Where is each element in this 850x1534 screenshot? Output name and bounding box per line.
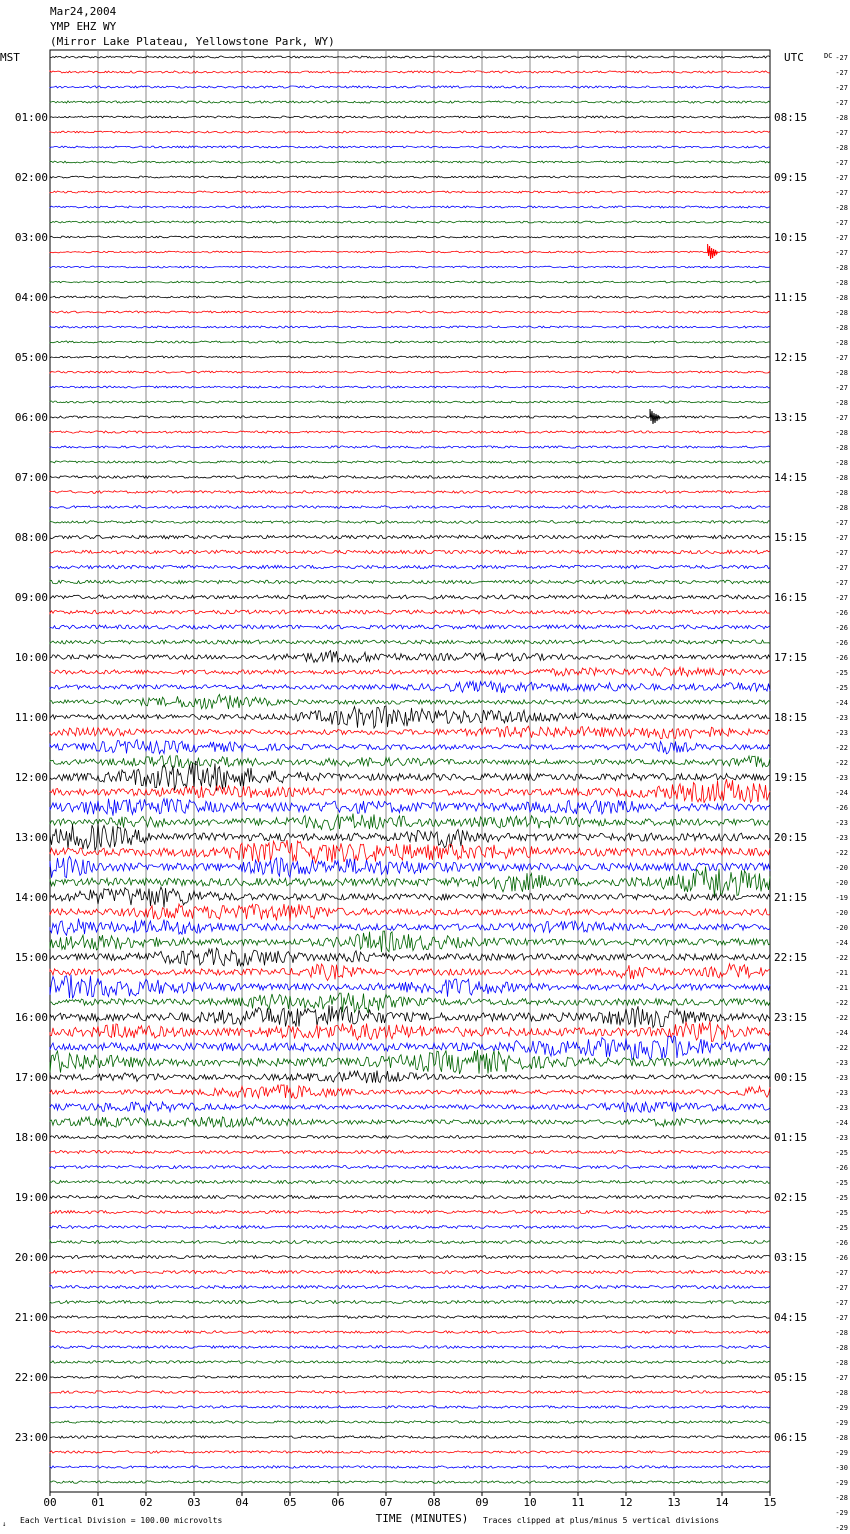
dc-offset-value: -27 <box>835 534 848 542</box>
seismic-trace <box>50 814 770 831</box>
seismic-trace <box>50 1136 770 1139</box>
dc-offset-value: -23 <box>835 819 848 827</box>
seismic-trace <box>50 476 770 479</box>
seismic-trace <box>50 131 770 133</box>
dc-offset-value: -28 <box>835 309 848 317</box>
dc-offset-value: -27 <box>835 579 848 587</box>
mst-hour-label: 22:00 <box>14 1371 48 1384</box>
seismic-trace <box>50 1421 770 1423</box>
seismic-trace <box>50 840 770 863</box>
dc-offset-value: -29 <box>835 1509 848 1517</box>
seismic-trace <box>50 1301 770 1304</box>
mst-hour-label: 18:00 <box>14 1131 48 1144</box>
utc-hour-label: 04:15 <box>774 1311 808 1324</box>
dc-offset-value: -25 <box>835 684 848 692</box>
seismic-trace <box>50 948 770 966</box>
dc-offset-value: -27 <box>835 234 848 242</box>
utc-hour-label: 19:15 <box>774 771 808 784</box>
corner-mark: ↓ <box>2 1520 7 1528</box>
dc-offset-value: -30 <box>835 1464 848 1472</box>
dc-offset-value: -29 <box>835 1449 848 1457</box>
utc-hour-label: 08:15 <box>774 111 808 124</box>
utc-hour-label: 00:15 <box>774 1071 808 1084</box>
seismic-trace <box>50 416 770 418</box>
seismic-trace <box>50 1481 770 1483</box>
dc-offset-value: -24 <box>835 1029 848 1037</box>
seismic-trace <box>50 236 770 238</box>
seismic-trace <box>50 993 770 1013</box>
seismic-trace <box>50 491 770 494</box>
seismic-trace <box>50 1071 770 1084</box>
dc-offset-value: -29 <box>835 1404 848 1412</box>
dc-offset-value: -27 <box>835 99 848 107</box>
utc-hour-label: 21:15 <box>774 891 808 904</box>
dc-offset-value: -28 <box>835 1359 848 1367</box>
dc-offset-value: -28 <box>835 1494 848 1502</box>
dc-offset-value: -25 <box>835 1209 848 1217</box>
dc-offset-value: -23 <box>835 1089 848 1097</box>
seismic-trace <box>50 371 770 373</box>
station-location: (Mirror Lake Plateau, Yellowstone Park, WY) <box>50 35 335 48</box>
dc-offset-value: -23 <box>835 1074 848 1082</box>
seismic-trace <box>50 326 770 328</box>
utc-hour-label: 14:15 <box>774 471 808 484</box>
seismic-trace <box>50 1316 770 1319</box>
seismic-trace <box>50 1271 770 1274</box>
dc-offset-value: -23 <box>835 714 848 722</box>
seismic-trace <box>50 176 770 178</box>
seismic-trace <box>50 919 770 936</box>
seismic-trace <box>50 651 770 663</box>
mst-hour-label: 19:00 <box>14 1191 48 1204</box>
dc-offset-value: -27 <box>835 594 848 602</box>
seismic-trace <box>50 341 770 343</box>
seismic-trace <box>50 386 770 388</box>
seismic-trace <box>50 726 770 739</box>
mst-hour-label: 20:00 <box>14 1251 48 1264</box>
dc-offset-value: -23 <box>835 834 848 842</box>
dc-offset-value: -28 <box>835 324 848 332</box>
seismic-trace <box>50 251 770 253</box>
x-tick-label: 11 <box>571 1496 585 1509</box>
station-name: YMP EHZ WY <box>50 20 117 33</box>
dc-offset-value: -28 <box>835 369 848 377</box>
mst-hour-label: 05:00 <box>14 351 48 364</box>
dc-offset-value: -26 <box>835 609 848 617</box>
dc-offset-value: -27 <box>835 414 848 422</box>
seismic-trace <box>50 1451 770 1453</box>
dc-offset-value: -29 <box>835 1479 848 1487</box>
seismic-trace <box>50 1166 770 1169</box>
seismic-trace <box>50 887 770 908</box>
utc-hour-label: 22:15 <box>774 951 808 964</box>
seismic-trace <box>50 610 770 614</box>
dc-offset-value: -28 <box>835 429 848 437</box>
dc-offset-value: -29 <box>835 1419 848 1427</box>
utc-hour-label: 17:15 <box>774 651 808 664</box>
utc-hour-label: 09:15 <box>774 171 808 184</box>
dc-offset-value: -22 <box>835 999 848 1007</box>
dc-offset-value: -27 <box>835 84 848 92</box>
dc-offset-value: -27 <box>835 1269 848 1277</box>
x-tick-label: 13 <box>667 1496 681 1509</box>
clip-footer: Traces clipped at plus/minus 5 vertical divisions <box>483 1516 720 1525</box>
mst-hour-label: 12:00 <box>14 771 48 784</box>
mst-hour-label: 11:00 <box>14 711 48 724</box>
mst-hour-label: 02:00 <box>14 171 48 184</box>
seismic-trace <box>50 1406 770 1408</box>
seismic-trace <box>50 625 770 629</box>
dc-offset-value: -28 <box>835 1344 848 1352</box>
scale-footer: Each Vertical Division = 100.00 microvolts <box>20 1516 223 1525</box>
dc-offset-value: -26 <box>835 624 848 632</box>
dc-offset-value: -24 <box>835 789 848 797</box>
utc-hour-label: 03:15 <box>774 1251 808 1264</box>
dc-offset-value: -20 <box>835 909 848 917</box>
dc-offset-value: -28 <box>835 444 848 452</box>
dc-offset-value: -20 <box>835 924 848 932</box>
dc-offset-value: -22 <box>835 744 848 752</box>
dc-offset-value: -28 <box>835 474 848 482</box>
mst-hour-label: 01:00 <box>14 111 48 124</box>
dc-offset-value: -25 <box>835 1179 848 1187</box>
seismic-trace <box>50 640 770 644</box>
mst-hour-label: 15:00 <box>14 951 48 964</box>
dc-offset-value: -22 <box>835 1044 848 1052</box>
dc-offset-value: -24 <box>835 1119 848 1127</box>
dc-offset-value: -28 <box>835 1389 848 1397</box>
seismic-trace <box>50 1117 770 1127</box>
seismic-trace <box>50 221 770 223</box>
dc-offset-value: -27 <box>835 159 848 167</box>
dc-offset-value: -23 <box>835 1059 848 1067</box>
dc-offset-value: -24 <box>835 939 848 947</box>
dc-offset-value: -27 <box>835 564 848 572</box>
seismic-trace <box>50 667 770 676</box>
utc-hour-label: 05:15 <box>774 1371 808 1384</box>
utc-hour-label: 20:15 <box>774 831 808 844</box>
x-tick-label: 00 <box>43 1496 57 1509</box>
mst-hour-label: 17:00 <box>14 1071 48 1084</box>
seismic-trace <box>50 1005 770 1027</box>
utc-hour-label: 13:15 <box>774 411 808 424</box>
mst-hour-label: 16:00 <box>14 1011 48 1024</box>
seismic-trace <box>50 1181 770 1184</box>
seismic-trace <box>50 1376 770 1378</box>
seismic-trace <box>50 431 770 433</box>
seismic-trace <box>50 161 770 163</box>
dc-offset-value: -27 <box>835 174 848 182</box>
mst-hour-label: 06:00 <box>14 411 48 424</box>
dc-offset-value: -19 <box>835 894 848 902</box>
dc-offset-value: -24 <box>835 699 848 707</box>
seismic-trace <box>50 1050 770 1074</box>
dc-offset-value: -25 <box>835 1224 848 1232</box>
dc-offset-value: -27 <box>835 189 848 197</box>
dc-offset-value: -28 <box>835 1434 848 1442</box>
seismic-trace <box>50 1211 770 1214</box>
seismic-trace <box>50 281 770 283</box>
seismic-trace <box>50 565 770 569</box>
mst-hour-label: 13:00 <box>14 831 48 844</box>
utc-hour-label: 15:15 <box>774 531 808 544</box>
x-tick-label: 02 <box>139 1496 153 1509</box>
dc-offset-value: -26 <box>835 1254 848 1262</box>
dc-offset-value: -28 <box>835 144 848 152</box>
dc-offset-value: -27 <box>835 354 848 362</box>
seismic-trace <box>50 964 770 981</box>
seismic-trace <box>50 206 770 208</box>
dc-offset-value: -26 <box>835 654 848 662</box>
seismic-trace <box>50 1331 770 1334</box>
event-waveform <box>650 409 660 424</box>
x-tick-label: 15 <box>763 1496 777 1509</box>
x-tick-label: 08 <box>427 1496 441 1509</box>
dc-offset-value: -27 <box>835 549 848 557</box>
dc-offset-value: -27 <box>835 69 848 77</box>
seismic-trace <box>50 1085 770 1099</box>
utc-hour-label: 06:15 <box>774 1431 808 1444</box>
dc-offset-value: -22 <box>835 954 848 962</box>
seismic-trace <box>50 681 770 693</box>
seismic-trace <box>50 904 770 921</box>
dc-offset-value: -23 <box>835 1104 848 1112</box>
seismic-trace <box>50 1102 770 1113</box>
chart-title: Mar24,2004 <box>50 5 117 18</box>
seismic-trace <box>50 311 770 313</box>
seismic-trace <box>50 1256 770 1259</box>
dc-offset-value: -20 <box>835 864 848 872</box>
dc-offset-value: -28 <box>835 114 848 122</box>
seismic-trace <box>50 867 770 897</box>
utc-hour-label: 12:15 <box>774 351 808 364</box>
mst-hour-label: 07:00 <box>14 471 48 484</box>
seismic-trace <box>50 446 770 448</box>
seismic-trace <box>50 1196 770 1199</box>
dc-offset-value: -22 <box>835 1014 848 1022</box>
x-tick-label: 12 <box>619 1496 633 1509</box>
seismic-trace <box>50 1361 770 1364</box>
dc-offset-value: -23 <box>835 729 848 737</box>
x-tick-label: 07 <box>379 1496 393 1509</box>
dc-label: DC <box>824 52 833 60</box>
seismic-trace <box>50 931 770 952</box>
x-tick-label: 06 <box>331 1496 345 1509</box>
seismic-trace <box>50 779 770 803</box>
dc-offset-value: -28 <box>835 459 848 467</box>
x-tick-label: 14 <box>715 1496 729 1509</box>
mst-hour-label: 23:00 <box>14 1431 48 1444</box>
mst-hour-label: 09:00 <box>14 591 48 604</box>
mst-hour-label: 21:00 <box>14 1311 48 1324</box>
dc-offset-value: -28 <box>835 504 848 512</box>
dc-offset-value: -28 <box>835 279 848 287</box>
mst-hour-label: 04:00 <box>14 291 48 304</box>
seismic-trace <box>50 550 770 554</box>
dc-offset-value: -25 <box>835 669 848 677</box>
seismic-trace <box>50 1021 770 1041</box>
dc-offset-value: -25 <box>835 1194 848 1202</box>
mst-hour-label: 10:00 <box>14 651 48 664</box>
seismic-trace <box>50 191 770 193</box>
dc-offset-value: -27 <box>835 249 848 257</box>
seismic-trace <box>50 86 770 88</box>
seismic-trace <box>50 761 770 790</box>
seismic-trace <box>50 146 770 148</box>
dc-offset-value: -27 <box>835 1374 848 1382</box>
seismic-trace <box>50 266 770 268</box>
dc-offset-value: -29 <box>835 1524 848 1532</box>
dc-offset-value: -28 <box>835 399 848 407</box>
mst-hour-label: 08:00 <box>14 531 48 544</box>
seismic-trace <box>50 1286 770 1289</box>
seismic-trace <box>50 1241 770 1244</box>
mst-hour-label: 03:00 <box>14 231 48 244</box>
seismic-trace <box>50 975 770 999</box>
x-tick-label: 05 <box>283 1496 297 1509</box>
utc-hour-label: 18:15 <box>774 711 808 724</box>
dc-offset-value: -21 <box>835 969 848 977</box>
seismic-trace <box>50 1036 770 1060</box>
seismic-trace <box>50 56 770 58</box>
seismic-trace <box>50 856 770 877</box>
x-tick-label: 10 <box>523 1496 537 1509</box>
utc-hour-label: 23:15 <box>774 1011 808 1024</box>
dc-offset-value: -27 <box>835 1314 848 1322</box>
seismic-trace <box>50 535 770 539</box>
dc-offset-value: -26 <box>835 639 848 647</box>
dc-offset-value: -27 <box>835 54 848 62</box>
seismic-trace <box>50 296 770 298</box>
dc-offset-value: -27 <box>835 519 848 527</box>
utc-hour-label: 10:15 <box>774 231 808 244</box>
dc-offset-value: -23 <box>835 1134 848 1142</box>
dc-offset-value: -28 <box>835 339 848 347</box>
utc-hour-label: 11:15 <box>774 291 808 304</box>
dc-offset-value: -26 <box>835 1164 848 1172</box>
seismic-trace <box>50 461 770 463</box>
utc-hour-label: 16:15 <box>774 591 808 604</box>
dc-offset-value: -28 <box>835 489 848 497</box>
dc-offset-value: -28 <box>835 294 848 302</box>
seismic-trace <box>50 71 770 73</box>
seismic-trace <box>50 756 770 768</box>
dc-offset-value: -28 <box>835 204 848 212</box>
seismic-trace <box>50 116 770 118</box>
mst-axis-label: MST <box>0 51 20 64</box>
x-axis-label: TIME (MINUTES) <box>375 1512 469 1525</box>
seismic-trace <box>50 798 770 815</box>
seismic-trace <box>50 1466 770 1468</box>
seismic-trace <box>50 595 770 599</box>
seismic-trace <box>50 521 770 524</box>
utc-hour-label: 01:15 <box>774 1131 808 1144</box>
seismic-trace <box>50 1436 770 1438</box>
dc-offset-value: -22 <box>835 759 848 767</box>
utc-axis-label: UTC <box>784 51 804 64</box>
dc-offset-value: -20 <box>835 879 848 887</box>
seismic-trace <box>50 1391 770 1393</box>
seismic-trace <box>50 706 770 728</box>
dc-offset-value: -25 <box>835 1149 848 1157</box>
dc-offset-value: -26 <box>835 1239 848 1247</box>
seismic-trace <box>50 694 770 709</box>
dc-offset-value: -28 <box>835 1329 848 1337</box>
dc-offset-value: -23 <box>835 774 848 782</box>
dc-offset-value: -22 <box>835 849 848 857</box>
dc-offset-value: -27 <box>835 384 848 392</box>
utc-hour-label: 02:15 <box>774 1191 808 1204</box>
seismic-trace <box>50 1346 770 1349</box>
x-tick-label: 04 <box>235 1496 249 1509</box>
dc-offset-value: -28 <box>835 264 848 272</box>
seismic-trace <box>50 101 770 103</box>
seismic-trace <box>50 1226 770 1229</box>
dc-offset-value: -27 <box>835 219 848 227</box>
seismic-trace <box>50 356 770 358</box>
dc-offset-value: -27 <box>835 1284 848 1292</box>
seismic-trace <box>50 506 770 509</box>
x-tick-label: 01 <box>91 1496 105 1509</box>
dc-offset-value: -27 <box>835 1299 848 1307</box>
seismic-trace <box>50 740 770 754</box>
dc-offset-value: -21 <box>835 984 848 992</box>
x-tick-label: 03 <box>187 1496 201 1509</box>
dc-offset-value: -26 <box>835 804 848 812</box>
seismic-trace <box>50 1151 770 1154</box>
seismic-trace <box>50 401 770 403</box>
dc-offset-value: -27 <box>835 129 848 137</box>
seismic-trace <box>50 580 770 583</box>
x-tick-label: 09 <box>475 1496 489 1509</box>
mst-hour-label: 14:00 <box>14 891 48 904</box>
